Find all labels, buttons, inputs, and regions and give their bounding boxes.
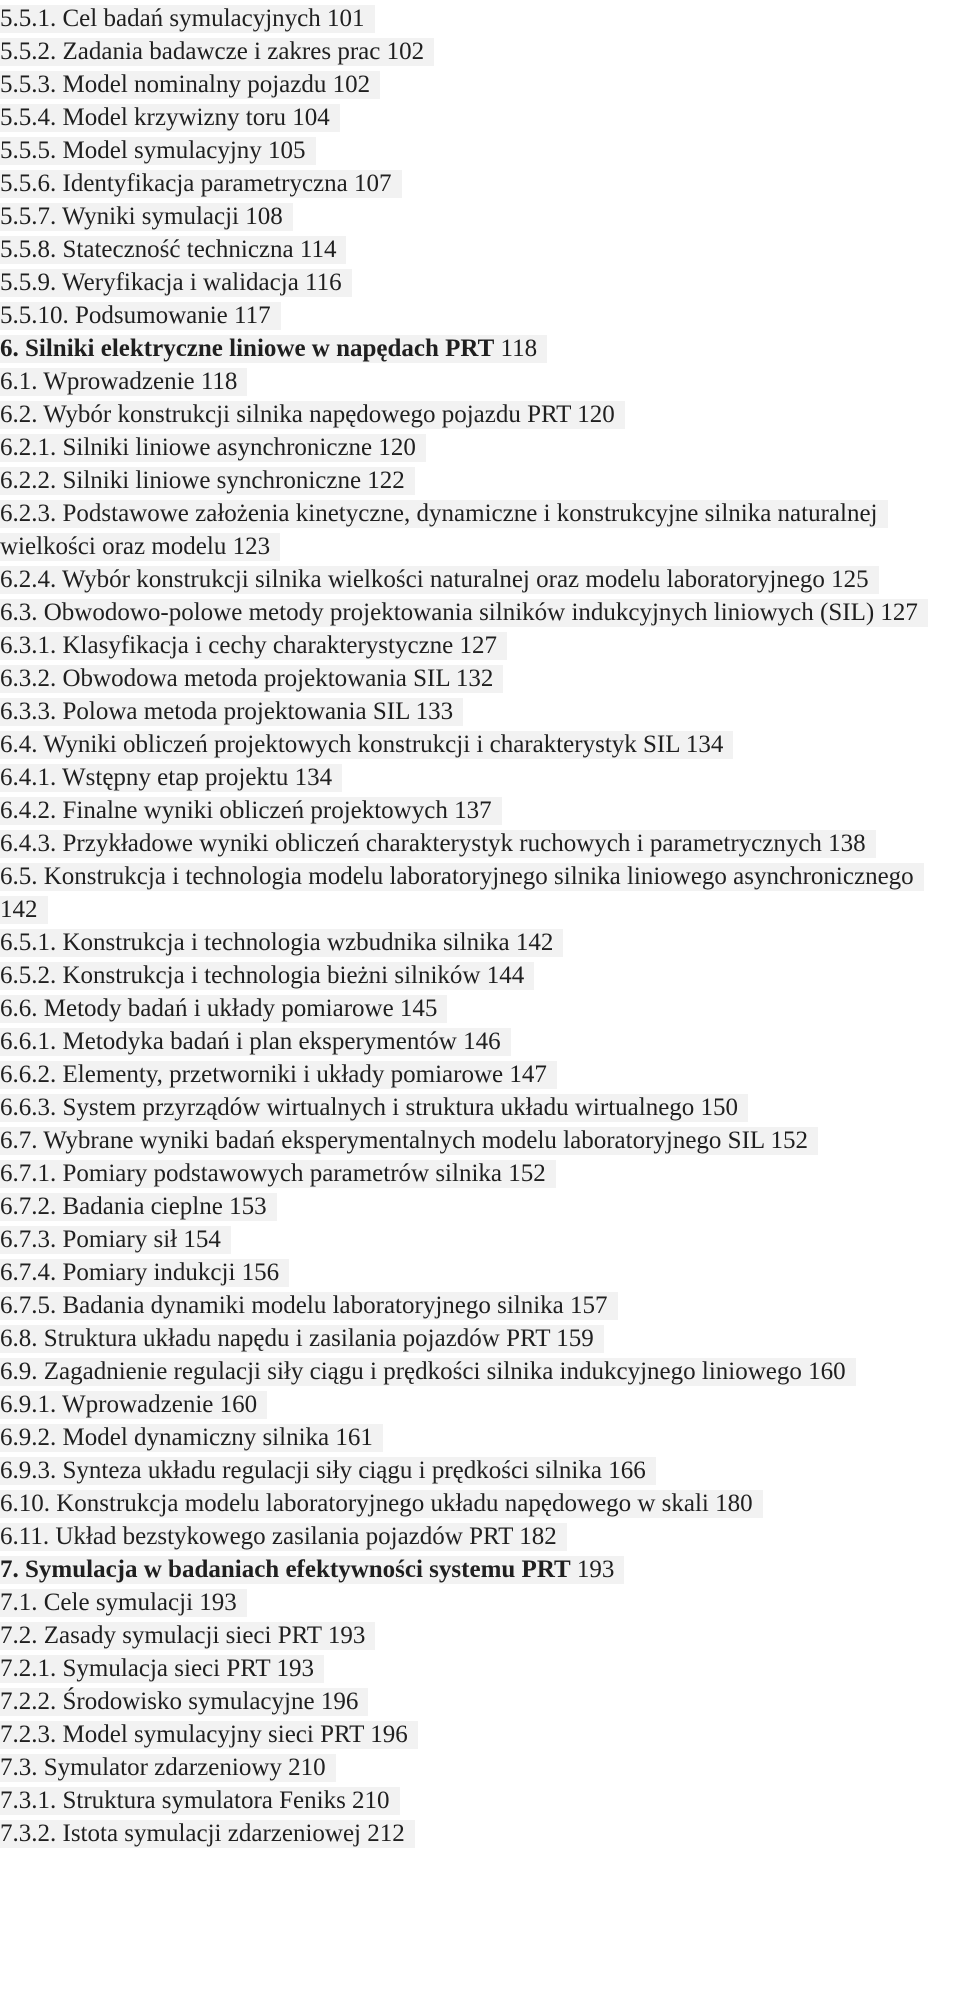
toc-entry	[0, 1685, 960, 1718]
section-title: 6.5. Konstrukcja i technologia modelu laboratoryjnego silnika liniowego asynchronicznego 142	[0, 863, 914, 923]
toc-entry	[0, 1223, 960, 1256]
section-title: 7.3.2. Istota symulacji zdarzeniowej 212	[0, 1820, 405, 1847]
section-title: 6.2.1. Silniki liniowe asynchroniczne 120	[0, 434, 416, 461]
section-title: 6.10. Konstrukcja modelu laboratoryjnego układu napędowego w skali 180	[0, 1490, 753, 1517]
section-title: 6.4. Wyniki obliczeń projektowych konstrukcji i charakterystyk SIL 134	[0, 731, 724, 758]
toc-entry	[0, 794, 960, 827]
toc-entry	[0, 728, 960, 761]
toc-entry	[0, 299, 960, 332]
toc-entry-text	[0, 1226, 231, 1254]
section-title: 6.2.3. Podstawowe założenia kinetyczne, dynamiczne i konstrukcyjne silnika naturalnej wielkości oraz modelu 123	[0, 500, 878, 560]
toc-entry	[0, 1190, 960, 1223]
section-title: 5.5.4. Model krzywizny toru 104	[0, 104, 330, 131]
section-title: 7.1. Cele symulacji 193	[0, 1589, 237, 1616]
section-title: 7.3. Symulator zdarzeniowy 210	[0, 1754, 326, 1781]
section-title: 7.2.3. Model symulacyjny sieci PRT 196	[0, 1721, 408, 1748]
toc-entry-text	[0, 1061, 557, 1089]
section-title: 6.3.2. Obwodowa metoda projektowania SIL 132	[0, 665, 494, 692]
toc-entry	[0, 992, 960, 1025]
toc-entry-text	[0, 1028, 511, 1056]
toc-entry	[0, 1124, 960, 1157]
page-number: 193	[570, 1556, 615, 1583]
toc-entry	[0, 1553, 960, 1586]
section-title: 6.4.2. Finalne wyniki obliczeń projektowych 137	[0, 797, 492, 824]
toc-entry	[0, 68, 960, 101]
toc-entry-text	[0, 1787, 400, 1815]
section-title: 7.3.1. Struktura symulatora Feniks 210	[0, 1787, 390, 1814]
toc-entry	[0, 134, 960, 167]
toc-entry	[0, 464, 960, 497]
toc-entry-text	[0, 731, 733, 759]
toc-entry	[0, 233, 960, 266]
toc-entry	[0, 1487, 960, 1520]
toc-entry-text	[0, 665, 503, 693]
toc-entry-text	[0, 632, 507, 660]
toc-entry	[0, 1619, 960, 1652]
toc-entry-text	[0, 797, 502, 825]
toc-entry-text	[0, 1622, 375, 1650]
toc-entry-text	[0, 962, 534, 990]
toc-entry-text	[0, 500, 888, 561]
toc-entry	[0, 2, 960, 35]
toc-entry	[0, 1421, 960, 1454]
section-title: 5.5.3. Model nominalny pojazdu 102	[0, 71, 371, 98]
toc-entry	[0, 860, 960, 926]
toc-entry	[0, 35, 960, 68]
toc-entry-text	[0, 104, 340, 132]
toc-entry-text	[0, 1457, 656, 1485]
toc-entry-text	[0, 1424, 383, 1452]
section-title: 5.5.9. Weryfikacja i walidacja 116	[0, 269, 342, 296]
toc-entry	[0, 1454, 960, 1487]
section-title: 6.2.2. Silniki liniowe synchroniczne 122	[0, 467, 405, 494]
toc-entry-text	[0, 434, 426, 462]
toc-entry	[0, 1586, 960, 1619]
toc-entry	[0, 695, 960, 728]
toc-entry	[0, 1388, 960, 1421]
section-title: 6.3.1. Klasyfikacja i cechy charakterystyczne 127	[0, 632, 498, 659]
toc-entry	[0, 200, 960, 233]
chapter-title: 6. Silniki elektryczne liniowe w napędach PRT	[0, 335, 495, 362]
toc-entry-text	[0, 203, 293, 231]
toc-entry-text	[0, 1490, 763, 1518]
toc-entry-text	[0, 1127, 818, 1155]
section-title: 6.1. Wprowadzenie 118	[0, 368, 238, 395]
section-title: 7.2.1. Symulacja sieci PRT 193	[0, 1655, 314, 1682]
toc-entry-text	[0, 830, 876, 858]
section-title: 6.6.2. Elementy, przetworniki i układy pomiarowe 147	[0, 1061, 547, 1088]
toc-entry	[0, 1025, 960, 1058]
toc-entry-text	[0, 566, 879, 594]
toc-entry-text	[0, 335, 547, 363]
toc-entry	[0, 332, 960, 365]
toc-entry-text	[0, 1688, 368, 1716]
toc-entry	[0, 926, 960, 959]
toc-entry-text	[0, 302, 281, 330]
chapter-title: 7. Symulacja w badaniach efektywności systemu PRT	[0, 1556, 571, 1583]
toc-entry	[0, 1091, 960, 1124]
toc-entry	[0, 101, 960, 134]
toc-entry	[0, 1322, 960, 1355]
section-title: 6.8. Struktura układu napędu i zasilania pojazdów PRT 159	[0, 1325, 594, 1352]
toc-entry	[0, 1355, 960, 1388]
toc-entry-text	[0, 1292, 618, 1320]
toc-entry-text	[0, 1259, 289, 1287]
section-title: 6.7.4. Pomiary indukcji 156	[0, 1259, 280, 1286]
page-number: 118	[494, 335, 538, 362]
section-title: 6.5.2. Konstrukcja i technologia bieżni silników 144	[0, 962, 525, 989]
toc-entry-text	[0, 1160, 556, 1188]
toc-entry	[0, 1751, 960, 1784]
toc-entry	[0, 1256, 960, 1289]
toc-entry-text	[0, 1655, 324, 1683]
toc-entry-text	[0, 995, 447, 1023]
toc-entry	[0, 662, 960, 695]
toc-entry	[0, 761, 960, 794]
section-title: 6.7.3. Pomiary sił 154	[0, 1226, 221, 1253]
toc-entry-text	[0, 1358, 856, 1386]
toc-entry-text	[0, 599, 928, 627]
section-title: 5.5.2. Zadania badawcze i zakres prac 102	[0, 38, 425, 65]
toc-entry	[0, 398, 960, 431]
table-of-contents	[0, 2, 960, 1850]
toc-entry-text	[0, 764, 342, 792]
section-title: 5.5.10. Podsumowanie 117	[0, 302, 271, 329]
toc-entry	[0, 365, 960, 398]
toc-entry-text	[0, 269, 352, 297]
toc-entry-text	[0, 1820, 415, 1848]
toc-entry	[0, 266, 960, 299]
toc-entry	[0, 1784, 960, 1817]
toc-entry	[0, 596, 960, 629]
toc-entry	[0, 497, 960, 563]
toc-entry-text	[0, 1556, 624, 1584]
section-title: 6.7.1. Pomiary podstawowych parametrów silnika 152	[0, 1160, 546, 1187]
section-title: 6.6.1. Metodyka badań i plan eksperymentów 146	[0, 1028, 501, 1055]
toc-entry-text	[0, 1094, 748, 1122]
section-title: 6.2. Wybór konstrukcji silnika napędowego pojazdu PRT 120	[0, 401, 615, 428]
toc-entry-text	[0, 5, 375, 33]
toc-entry-text	[0, 137, 316, 165]
toc-entry	[0, 1157, 960, 1190]
section-title: 6.5.1. Konstrukcja i technologia wzbudnika silnika 142	[0, 929, 554, 956]
section-title: 7.2.2. Środowisko symulacyjne 196	[0, 1688, 359, 1715]
toc-entry	[0, 431, 960, 464]
section-title: 6.4.3. Przykładowe wyniki obliczeń charakterystyk ruchowych i parametrycznych 138	[0, 830, 866, 857]
toc-entry-text	[0, 71, 380, 99]
toc-entry-text	[0, 929, 563, 957]
section-title: 6.2.4. Wybór konstrukcji silnika wielkości naturalnej oraz modelu laboratoryjnego 125	[0, 566, 869, 593]
toc-entry-text	[0, 401, 625, 429]
toc-entry-text	[0, 1325, 604, 1353]
toc-entry	[0, 1652, 960, 1685]
toc-entry-text	[0, 698, 463, 726]
toc-entry	[0, 629, 960, 662]
section-title: 6.7.5. Badania dynamiki modelu laboratoryjnego silnika 157	[0, 1292, 608, 1319]
toc-entry-text	[0, 1523, 567, 1551]
toc-entry	[0, 1817, 960, 1850]
toc-entry-text	[0, 1589, 247, 1617]
section-title: 6.3.3. Polowa metoda projektowania SIL 133	[0, 698, 454, 725]
section-title: 6.4.1. Wstępny etap projektu 134	[0, 764, 333, 791]
toc-entry-text	[0, 236, 346, 264]
toc-entry-text	[0, 467, 415, 495]
toc-entry-text	[0, 368, 247, 396]
section-title: 5.5.6. Identyfikacja parametryczna 107	[0, 170, 392, 197]
toc-entry-text	[0, 1391, 267, 1419]
toc-entry	[0, 1058, 960, 1091]
section-title: 5.5.1. Cel badań symulacyjnych 101	[0, 5, 365, 32]
toc-entry-text	[0, 1721, 418, 1749]
toc-entry	[0, 1718, 960, 1751]
section-title: 6.3. Obwodowo-polowe metody projektowania silników indukcyjnych liniowych (SIL) 127	[0, 599, 918, 626]
section-title: 5.5.7. Wyniki symulacji 108	[0, 203, 283, 230]
section-title: 6.9.1. Wprowadzenie 160	[0, 1391, 258, 1418]
toc-entry	[0, 959, 960, 992]
toc-entry-text	[0, 170, 402, 198]
section-title: 6.7. Wybrane wyniki badań eksperymentalnych modelu laboratoryjnego SIL 152	[0, 1127, 809, 1154]
toc-entry	[0, 1520, 960, 1553]
section-title: 6.9. Zagadnienie regulacji siły ciągu i prędkości silnika indukcyjnego liniowego 160	[0, 1358, 846, 1385]
section-title: 6.9.2. Model dynamiczny silnika 161	[0, 1424, 373, 1451]
toc-entry-text	[0, 863, 924, 924]
section-title: 7.2. Zasady symulacji sieci PRT 193	[0, 1622, 366, 1649]
toc-entry-text	[0, 38, 434, 66]
section-title: 6.6.3. System przyrządów wirtualnych i struktura układu wirtualnego 150	[0, 1094, 739, 1121]
toc-entry	[0, 167, 960, 200]
section-title: 5.5.8. Stateczność techniczna 114	[0, 236, 337, 263]
toc-entry-text	[0, 1193, 277, 1221]
toc-entry-text	[0, 1754, 336, 1782]
section-title: 6.9.3. Synteza układu regulacji siły ciągu i prędkości silnika 166	[0, 1457, 646, 1484]
section-title: 6.7.2. Badania cieplne 153	[0, 1193, 267, 1220]
toc-entry	[0, 563, 960, 596]
toc-entry	[0, 1289, 960, 1322]
section-title: 5.5.5. Model symulacyjny 105	[0, 137, 306, 164]
section-title: 6.6. Metody badań i układy pomiarowe 145	[0, 995, 438, 1022]
toc-entry	[0, 827, 960, 860]
section-title: 6.11. Układ bezstykowego zasilania pojazdów PRT 182	[0, 1523, 557, 1550]
